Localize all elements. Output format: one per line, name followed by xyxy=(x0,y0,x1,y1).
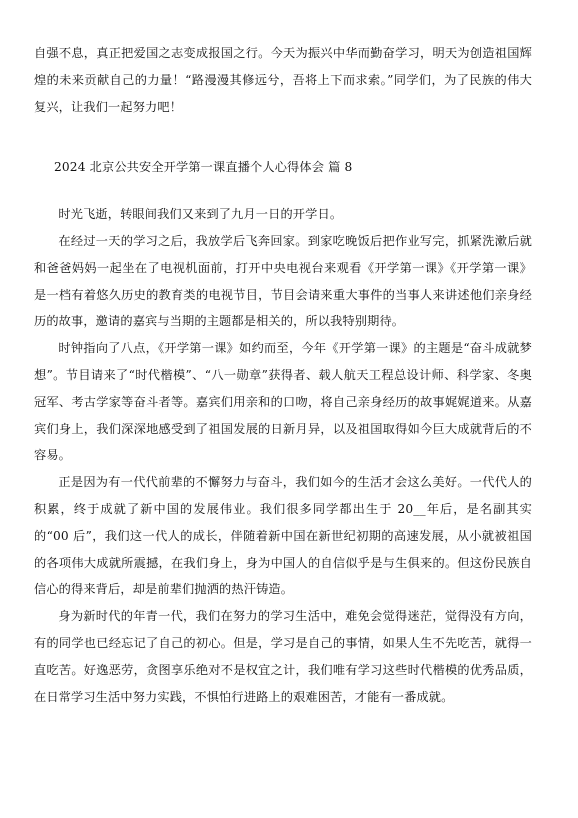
paragraph-2: 在经过一天的学习之后，我放学后飞奔回家。到家吃晚饭后把作业写完，抓紧洗漱后就和爸爸妈妈一起坐在了电视机面前，打开中央电视台来观看《开学第一课》《开学第一课》是一档有着悠久历史的教育类的电视节目，节目会请来重大事件的当事人来讲述他们亲身经历的故事，邀请的嘉宾与当期的主题都是相关的，所以我特别期待。 xyxy=(34,233,532,329)
section-title: 2024 北京公共安全开学第一课直播个人心得体会 篇 8 xyxy=(54,160,353,175)
paragraph-5: 身为新时代的年青一代，我们在努力的学习生活中，难免会觉得迷茫，觉得没有方向，有的同学也已经忘记了自己的初心。但是，学习是自己的事情，如果人生不先吃苦，就得一直吃苦。好逸恶劳，贪图享乐绝对不是权宜之计，我们唯有学习这些时代楷模的优秀品质，在日常学习生活中努力实践，不惧怕行进路上的艰难困苦，才能有一番成就。 xyxy=(34,609,532,704)
intro-paragraph: 自强不息，真正把爱国之志变成报国之行。今天为振兴中华而勤奋学习，明天为创造祖国辉煌的未来贡献自己的力量！“路漫漫其修远兮，吾将上下而求索。”同学们，为了民族的伟大复兴，让我们一起努力吧！ xyxy=(34,46,532,114)
paragraph-3: 时钟指向了八点，《开学第一课》如约而至，今年《开学第一课》的主题是“奋斗成就梦想”。节目请来了“时代楷模”、“八一勋章”获得者、载人航天工程总设计师、科学家、冬奥冠军、考古学家等奋斗者等。嘉宾们用亲和的口吻，将自己亲身经历的故事娓娓道来。从嘉宾们身上，我们深深地感受到了祖国发展的日新月异，以及祖国取得如今巨大成就背后的不容易。 xyxy=(34,341,532,463)
paragraph-4: 正是因为有一代代前辈的不懈努力与奋斗，我们如今的生活才会这么美好。一代代人的积累，终于成就了新中国的发展伟业。我们很多同学都出生于 20__年后，是名副其实的“00 后”，我们这一代人的成长，伴随着新中国在新世纪初期的高速发展，从小就被祖国的各项伟大成就所震撼，在我们身上，身为中国人的自信似乎是与生俱来的。但这份民族自信心的得来背后，却是前辈们抛洒的热汗铸造。 xyxy=(34,475,532,597)
paragraph-1: 时光飞逝，转眼间我们又来到了九月一日的开学日。 xyxy=(58,207,343,222)
